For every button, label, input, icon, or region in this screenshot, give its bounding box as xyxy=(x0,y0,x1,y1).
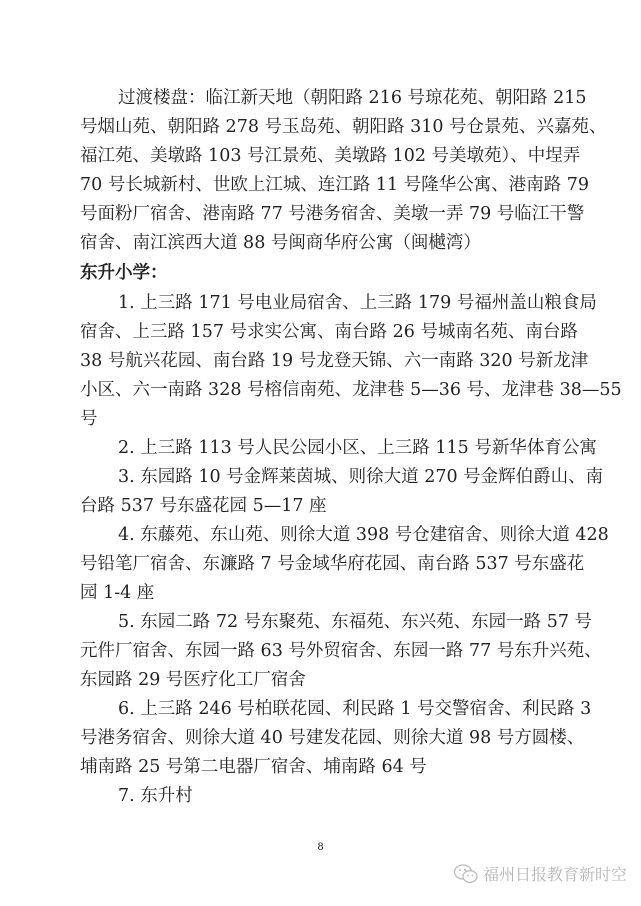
text-line: 台路 537 号东盛花园 5—17 座 xyxy=(80,496,327,516)
text-line: 号面粉厂宿舍、港南路 77 号港务宿舍、美墩一弄 79 号临江干警 xyxy=(80,204,585,224)
text-line: 东园路 29 号医疗化工厂宿舍 xyxy=(80,670,306,690)
paragraph xyxy=(80,608,602,695)
text-line: 宿舍、南江滨西大道 88 号闽商华府公寓（闽樾湾） xyxy=(80,233,481,253)
text-line: 号港务宿舍、则徐大道 40 号建发花园、则徐大道 98 号方圆楼、 xyxy=(80,728,585,748)
paragraph xyxy=(80,463,604,521)
text-line: 70 号长城新村、世欧上江城、连江路 11 号隆华公寓、港南路 79 xyxy=(80,175,590,195)
text-line: 福江苑、美墩路 103 号江景苑、美墩路 102 号美墩苑）、中埕弄 xyxy=(80,146,581,166)
text-line: 号 xyxy=(80,409,98,429)
text-line: 2. 上三路 113 号人民公园小区、上三路 115 号新华体育公寓 xyxy=(118,438,597,458)
text-line: 过渡楼盘：临江新天地（朝阳路 216 号琼花苑、朝阳路 215 xyxy=(118,88,587,108)
paragraph xyxy=(80,289,622,434)
page-number: 8 xyxy=(317,842,324,853)
section-heading xyxy=(80,258,566,289)
paragraph xyxy=(80,434,597,463)
text-line: 号铅笔厂宿舍、东濂路 7 号金域华府花园、南台路 537 号东盛花 xyxy=(80,554,585,574)
text-line: 小区、六一南路 328 号榕信南苑、龙津巷 5—36 号、龙津巷 38—55 xyxy=(80,380,622,400)
text-line: 宿舍、上三路 157 号求实公寓、南台路 26 号城南名苑、南台路 xyxy=(80,322,578,342)
text-line: 4. 东藤苑、东山苑、则徐大道 398 号仓建宿舍、则徐大道 428 xyxy=(118,525,609,545)
text-line: 园 1-4 座 xyxy=(80,583,155,603)
text-line: 号烟山苑、朝阳路 278 号玉岛苑、朝阳路 310 号仓景苑、兴嘉苑、 xyxy=(80,117,607,137)
text-line: 埔南路 25 号第二电器厂宿舍、埔南路 64 号 xyxy=(80,757,427,777)
text-line: 5. 东园二路 72 号东聚苑、东福苑、东兴苑、东园一路 57 号 xyxy=(118,612,593,632)
watermark-text: 福州日报教育新时空 xyxy=(482,865,627,884)
wechat-icon xyxy=(453,863,479,885)
text-line: 7. 东升村 xyxy=(118,786,193,806)
text-line: 1. 上三路 171 号电业局宿舍、上三路 179 号福州盖山粮食局 xyxy=(118,293,597,313)
paragraph xyxy=(80,695,592,782)
paragraph xyxy=(80,84,607,258)
text-line: 6. 上三路 246 号柏联花园、利民路 1 号交警宿舍、利民路 3 xyxy=(118,699,592,719)
document-body xyxy=(80,84,622,811)
text-line: 东升小学： xyxy=(80,263,168,283)
text-line: 元件厂宿舍、东园一路 63 号外贸宿舍、东园一路 77 号东升兴苑、 xyxy=(80,641,602,661)
watermark xyxy=(453,862,627,885)
text-line: 3. 东园路 10 号金辉莱茵城、则徐大道 270 号金辉伯爵山、南 xyxy=(118,467,604,487)
paragraph xyxy=(80,782,566,811)
text-line: 38 号航兴花园、南台路 19 号龙登天锦、六一南路 320 号新龙津 xyxy=(80,351,589,371)
paragraph xyxy=(80,521,609,608)
